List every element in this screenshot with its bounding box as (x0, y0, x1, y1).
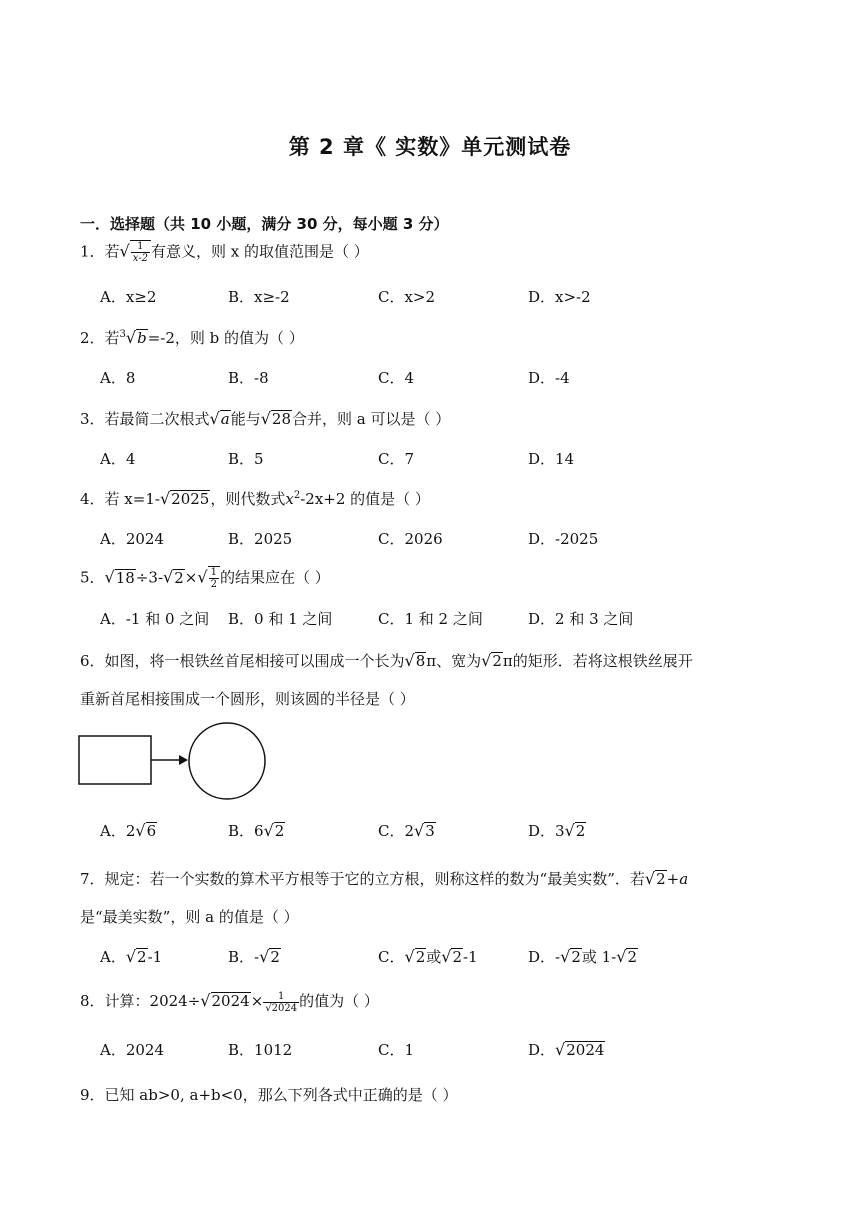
sqrt-symbol: √ (125, 328, 137, 347)
question-7-line-2: 是“最美实数”，则 a 的值是（ ） (80, 908, 299, 926)
sqrt-symbol: √ (159, 489, 171, 508)
sqrt-symbol: √ (209, 409, 220, 428)
q5-frac-den: 2 (210, 579, 217, 590)
q2-text: =-2，则 b 的值为（ ） (147, 329, 304, 347)
q7-option-b[interactable]: B．-√2 (228, 947, 280, 966)
q1-option-b[interactable]: B．x≥-2 (228, 288, 290, 306)
q1-frac-den: x-2 (132, 253, 148, 264)
q4-option-b[interactable]: B．2025 (228, 530, 293, 548)
q1-text: 有意义，则 x 的取值范围是（ ） (150, 242, 369, 261)
q5-frac-num: 1 (210, 567, 217, 578)
sqrt-symbol: √ (644, 869, 656, 888)
q6-text-1: 6．如图，将一根铁丝首尾相接可以围成一个长为 (80, 652, 405, 670)
q7-text-1: 7．规定：若一个实数的算术平方根等于它的立方根，则称这样的数为“最美实数”．若 (80, 870, 645, 888)
question-1 (80, 240, 369, 264)
q4-option-a[interactable]: A．2024 (100, 530, 165, 548)
question-4 (80, 488, 430, 510)
question-3 (80, 408, 450, 430)
q1-option-d[interactable]: D．x>-2 (528, 288, 591, 306)
q3-text-3: 合并，则 a 可以是（ ） (292, 410, 451, 428)
sqrt-symbol: √ (481, 651, 492, 670)
q5-option-c[interactable]: C．1 和 2 之间 (378, 610, 483, 628)
q8-prefix: 8．计算：2024÷ (80, 992, 201, 1010)
question-2 (80, 327, 304, 349)
q5-option-d[interactable]: D．2 和 3 之间 (528, 610, 634, 628)
q1-frac-num: 1 (131, 241, 150, 253)
q5-radicand-2: 2 (174, 568, 184, 587)
q7-option-d[interactable]: D．-√2或 1-√2 (528, 947, 637, 966)
q1-prefix: 1．若 (80, 242, 120, 261)
q4-option-d[interactable]: D．-2025 (528, 530, 599, 548)
q7-radicand: 2 (656, 870, 666, 888)
q6-option-c[interactable]: C．2√3 (378, 821, 435, 840)
q3-option-d[interactable]: D．14 (528, 450, 575, 468)
q7-text-2: +a (666, 870, 689, 888)
q1-option-c[interactable]: C．x>2 (378, 288, 436, 306)
q4-option-c[interactable]: C．2026 (378, 530, 443, 548)
question-6-line-1 (80, 650, 693, 672)
q7-option-c[interactable]: C．√2或√2-1 (378, 947, 478, 966)
question-8: 8．计算：2024÷√2024× $\frac{1}{√2024}$ 的值为（ ） (80, 990, 379, 1014)
sqrt-symbol: √ (200, 991, 211, 1010)
question-7-line-1 (80, 868, 688, 890)
rectangle-to-circle-figure (78, 722, 278, 806)
sqrt-symbol: √ (197, 567, 208, 587)
q3-radicand-2: 28 (271, 410, 292, 428)
q3-text-1: 3．若最简二次根式 (80, 410, 210, 428)
question-6-line-2: 重新首尾相接围成一个圆形，则该圆的半径是（ ） (80, 690, 415, 708)
q8-option-c[interactable]: C．1 (378, 1041, 415, 1059)
q4-text-2: ，则代数式 (210, 490, 286, 508)
sqrt-symbol: √ (260, 409, 271, 428)
q2-root-index: 3 (119, 329, 126, 340)
q6-option-d[interactable]: D．3√2 (528, 821, 586, 840)
section-heading: 一．选择题（共 10 小题，满分 30 分，每小题 3 分） (80, 215, 449, 233)
q3-text-2: 能与 (230, 410, 261, 428)
q6-radicand-1: 8 (415, 652, 426, 670)
arrow-head-icon (179, 755, 188, 765)
q8-option-b[interactable]: B．1012 (228, 1041, 293, 1059)
q3-option-b[interactable]: B．5 (228, 450, 264, 468)
q5-mid-1: ÷3- (135, 568, 164, 587)
q6-text-3: π的矩形．若将这根铁丝展开 (502, 652, 693, 670)
q8-text: 的值为（ ） (299, 992, 379, 1010)
q4-expr-rest: -2x+2 (300, 490, 346, 508)
q2-option-c[interactable]: C．4 (378, 369, 415, 387)
rectangle-shape (79, 736, 151, 784)
q3-option-c[interactable]: C．7 (378, 450, 415, 468)
q8-frac-num: 1 (263, 991, 299, 1003)
sqrt-symbol: √ (104, 567, 115, 587)
q7-option-a[interactable]: A．√2-1 (100, 947, 163, 966)
q6-text-2: π、宽为 (426, 652, 482, 670)
q1-option-a[interactable]: A．x≥2 (100, 288, 157, 306)
q2-prefix: 2．若 (80, 329, 120, 347)
q5-radicand-1: 18 (115, 568, 135, 587)
q1-radical (130, 240, 151, 264)
circle-shape (189, 723, 265, 799)
question-9: 9．已知 ab>0, a+b<0，那么下列各式中正确的是（ ） (80, 1086, 458, 1104)
q6-radicand-2: 2 (492, 652, 502, 670)
page-title: 第 2 章《 实数》单元测试卷 (288, 135, 572, 159)
sqrt-symbol: √ (163, 567, 174, 587)
q2-option-b[interactable]: B．-8 (228, 369, 269, 387)
question-5 (80, 566, 330, 590)
q8-option-a[interactable]: A．2024 (100, 1041, 165, 1059)
q3-radicand-1: a (220, 410, 230, 428)
q8-frac-den: 2024 (271, 1002, 298, 1014)
q4-text-1: 4．若 x=1- (80, 490, 160, 508)
q4-radicand: 2025 (171, 490, 210, 508)
q2-option-d[interactable]: D．-4 (528, 369, 570, 387)
q4-expr-exponent: 2 (293, 490, 301, 501)
sqrt-symbol: √ (119, 241, 130, 261)
q2-option-a[interactable]: A．8 (100, 369, 136, 387)
q4-expr-var: x (285, 490, 294, 508)
q5-text: 的结果应在（ ） (219, 568, 330, 587)
q8-mid: × (250, 992, 264, 1010)
sqrt-symbol: √ (404, 651, 415, 670)
q6-option-b[interactable]: B．6√2 (228, 821, 285, 840)
q5-option-b[interactable]: B．0 和 1 之间 (228, 610, 333, 628)
q3-option-a[interactable]: A．4 (100, 450, 136, 468)
q6-option-a[interactable]: A．2√6 (100, 821, 157, 840)
q5-mid-2: × (184, 568, 198, 587)
q5-option-a[interactable]: A．-1 和 0 之间 (100, 610, 210, 628)
q8-radicand: 2024 (211, 992, 250, 1010)
q4-text-3: 的值是（ ） (345, 490, 430, 508)
q5-prefix: 5． (80, 568, 105, 587)
q8-option-d[interactable]: D．√2024 (528, 1040, 605, 1059)
q2-radicand: b (137, 329, 147, 347)
